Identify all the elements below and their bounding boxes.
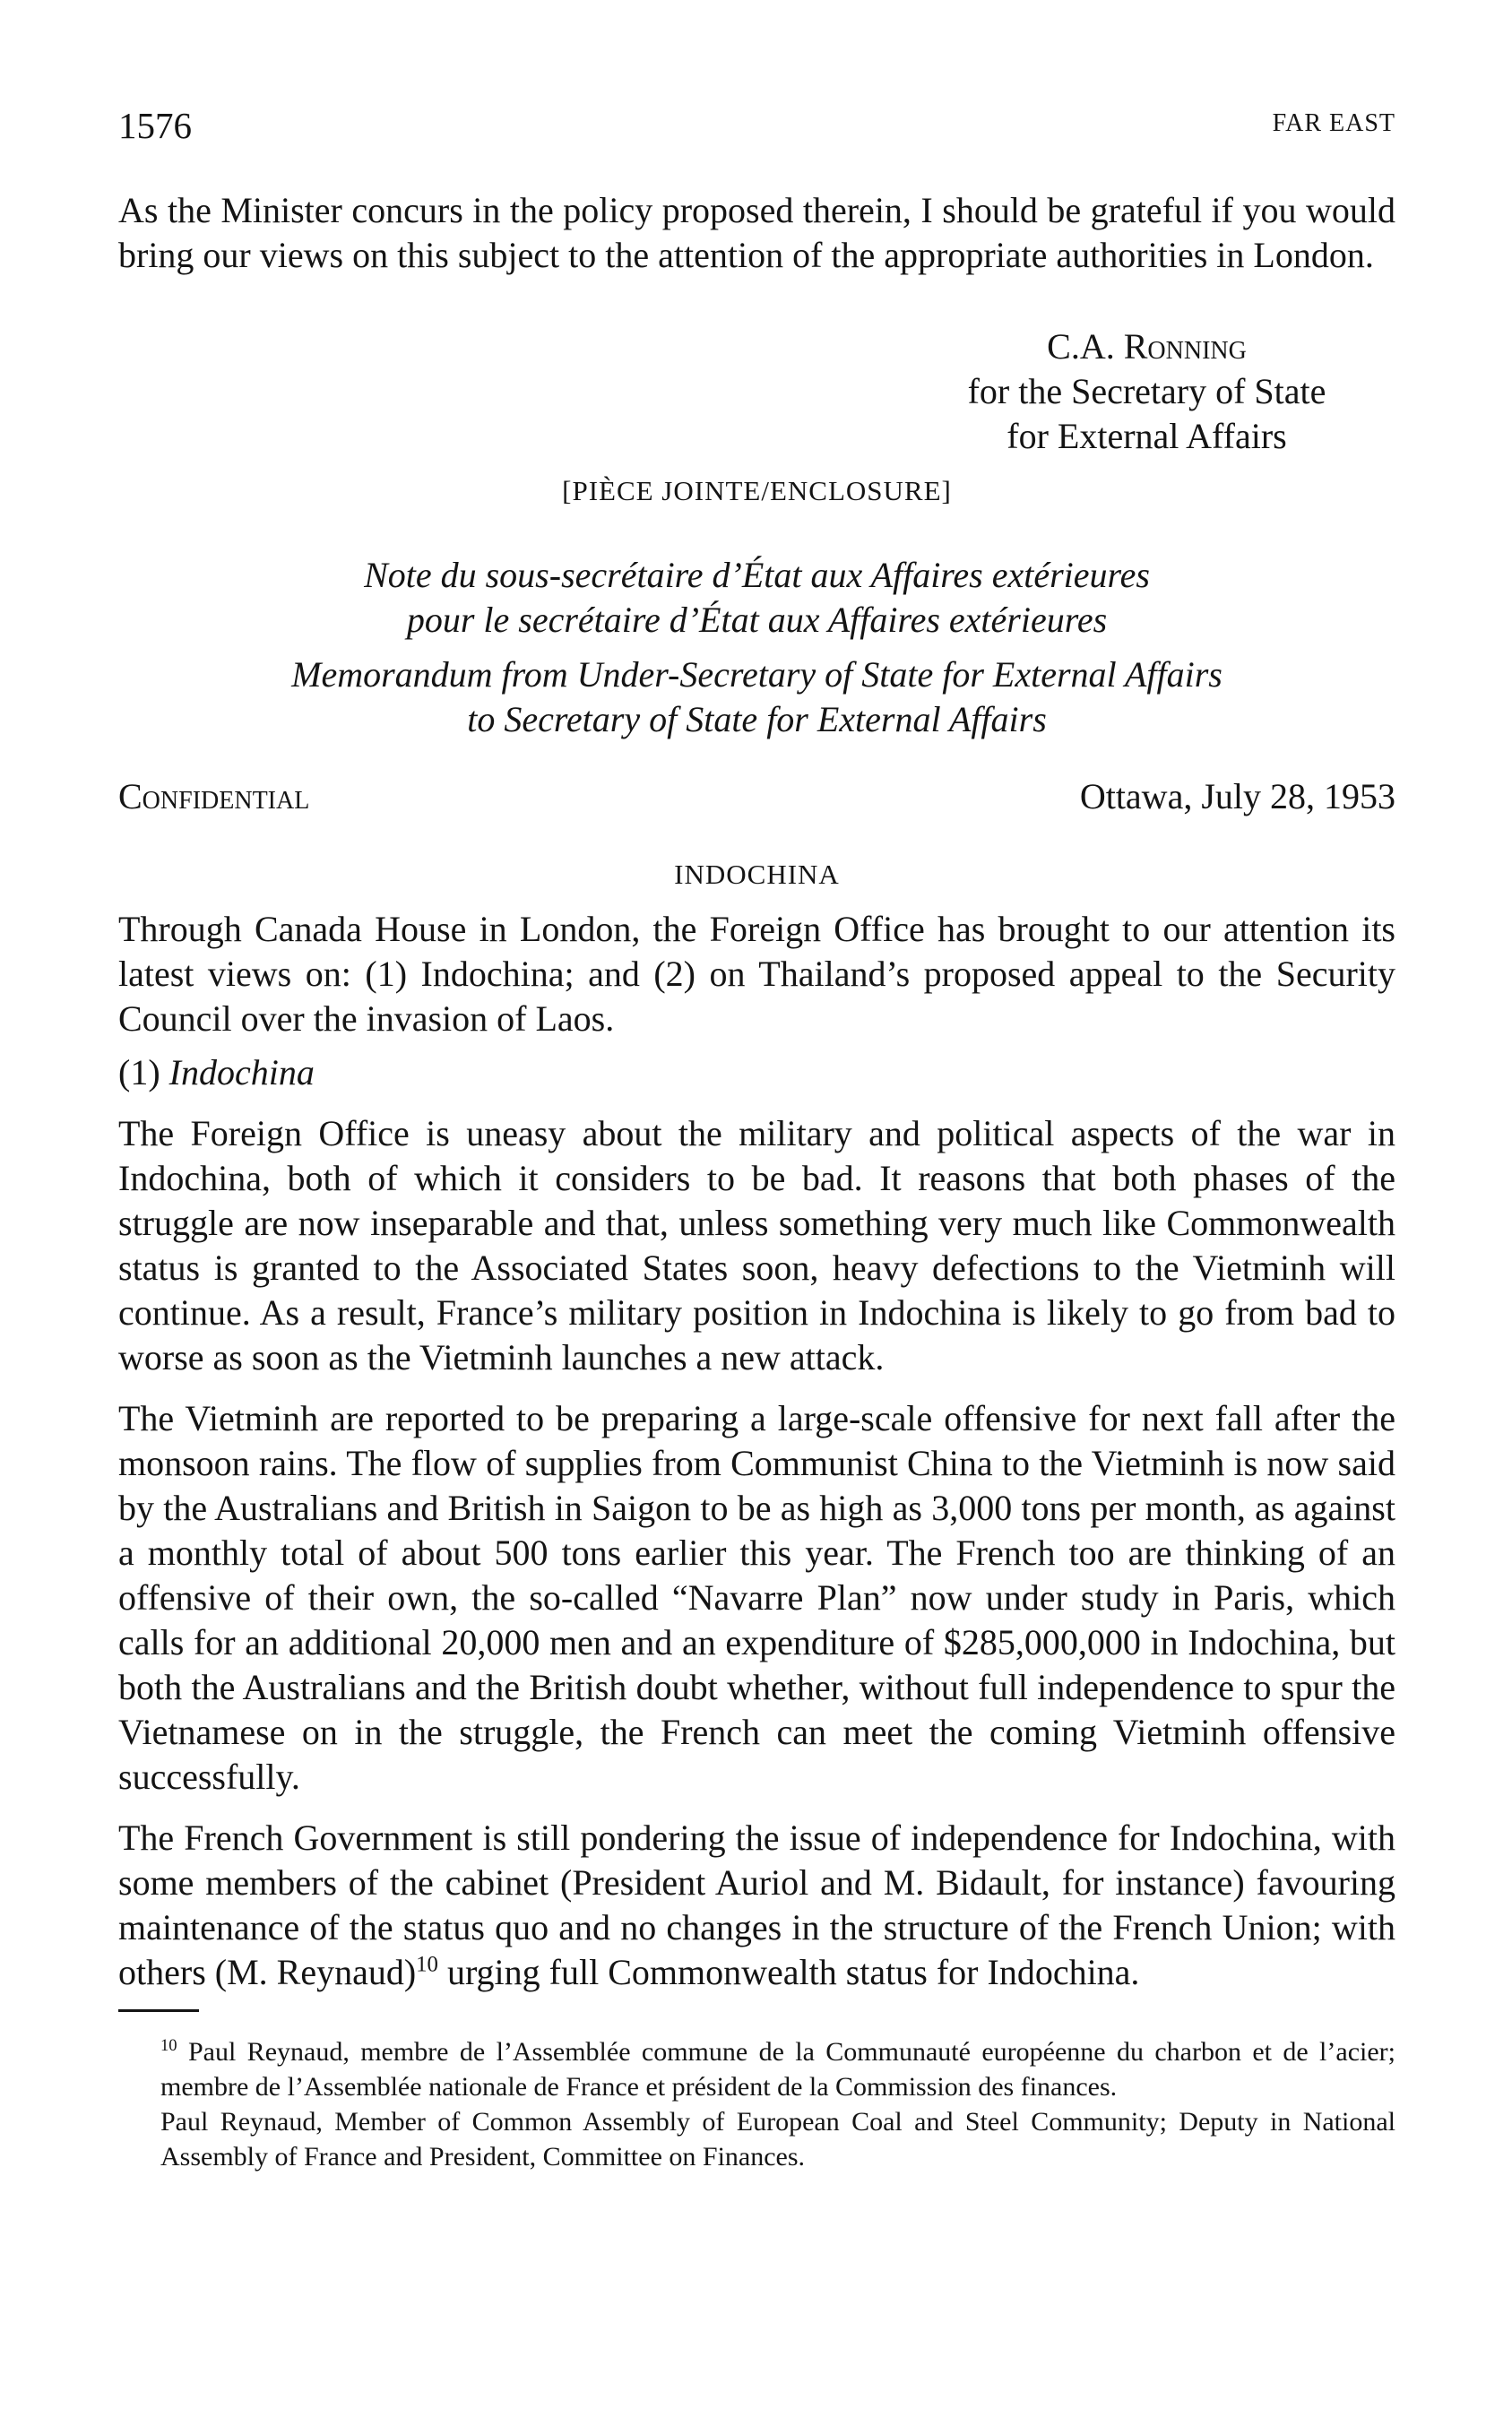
subject-heading: INDOCHINA <box>674 859 840 890</box>
signature-line-1: for the Secretary of State <box>967 371 1326 411</box>
enclosure-label: [PIÈCE JOINTE/ENCLOSURE] <box>562 475 952 506</box>
dateline <box>118 774 1395 819</box>
footnote-english: Paul Reynaud, Member of Common Assembly of European Coal and Steel Community; Deputy in National Assembly of France and President, Committee on Finances. <box>160 2107 1395 2172</box>
footnote-marker: 10 <box>160 2036 177 2055</box>
page-number: 1576 <box>118 105 192 146</box>
memo-body <box>118 907 1395 1995</box>
page-header <box>118 104 1395 158</box>
footnote-reference[interactable]: 10 <box>416 1952 438 1977</box>
french-title-line-1: Note du sous-secrétaire d’État aux Affaires extérieures <box>364 555 1150 595</box>
body-paragraph-4-end: urging full Commonwealth status for Indochina. <box>437 1952 1140 1992</box>
classification-label: Confidential <box>118 776 310 816</box>
footnote-divider <box>118 2009 199 2012</box>
signature-name: C.A. Ronning <box>1047 326 1247 367</box>
english-title-line-2: to Secretary of State for External Affairs <box>467 699 1047 739</box>
intro-paragraph <box>118 188 1395 278</box>
footnote <box>118 2034 1395 2174</box>
french-title <box>118 553 1395 643</box>
body-paragraph-1: Through Canada House in London, the Foreign Office has brought to our attention its latest views on: (1) Indochina; and (2) on Thailand’s proposed appeal to the Security Council over the invasion of Laos. <box>118 909 1395 1039</box>
section-title: Indochina <box>168 1052 315 1092</box>
section-number: (1) <box>118 1052 160 1092</box>
english-title-line-1: Memorandum from Under-Secretary of State for External Affairs <box>291 654 1223 695</box>
footnote-french-text: Paul Reynaud, membre de l’Assemblée commune de la Communauté européenne du charbon et de l’acier; membre de l’Assemblée nationale de France et président de la Commission des finances. <box>160 2037 1395 2102</box>
body-paragraph-3: The Vietminh are reported to be preparing a large-scale offensive for next fall after the monsoon rains. The flow of supplies from Communist China to the Vietminh is now said by the Australians and British in Saigon to be as high as 3,000 tons per month, as against a monthly total of about 500 tons earlier this year. The French too are thinking of an offensive of their own, the so-called “Navarre Plan” now under study in Paris, which calls for an additional 20,000 men and an expenditure of $285,000,000 in Indochina, but both the Australians and the British doubt whether, without full independence to spur the Vietnamese on in the struggle, the French can meet the coming Vietminh offensive successfully. <box>118 1398 1395 1797</box>
intro-text: As the Minister concurs in the policy proposed therein, I should be grateful if you would bring our views on this subject to the attention of the appropriate authorities in London. <box>118 190 1395 275</box>
body-paragraph-4-text: The French Government is still pondering the issue of independence for Indochina, with some members of the cabinet (President Auriol and M. Bidault, for instance) favouring maintenance of the status quo and no changes in the structure of the French Union; with others (M. Reynaud) <box>118 1818 1395 1992</box>
place-date: Ottawa, July 28, 1953 <box>1079 776 1395 816</box>
footnote-french <box>118 2034 1395 2104</box>
running-head: FAR EAST <box>1272 109 1395 137</box>
section-heading <box>118 1050 1395 1095</box>
body-paragraph-2: The Foreign Office is uneasy about the military and political aspects of the war in Indochina, both of which it considers to be bad. It reasons that both phases of the struggle are now inseparable and that, unless something very much like Commonwealth status is granted to the Associated States soon, heavy defections to the Vietminh will continue. As a result, France’s military position in Indochina is likely to go from bad to worse as soon as the Vietminh launches a new attack. <box>118 1113 1395 1377</box>
signature-block <box>898 324 1395 459</box>
french-title-line-2: pour le secrétaire d’État aux Affaires extérieures <box>406 600 1108 640</box>
signature-line-2: for External Affairs <box>1007 416 1287 456</box>
body-paragraph-4 <box>118 1816 1395 1995</box>
english-title <box>118 652 1395 742</box>
